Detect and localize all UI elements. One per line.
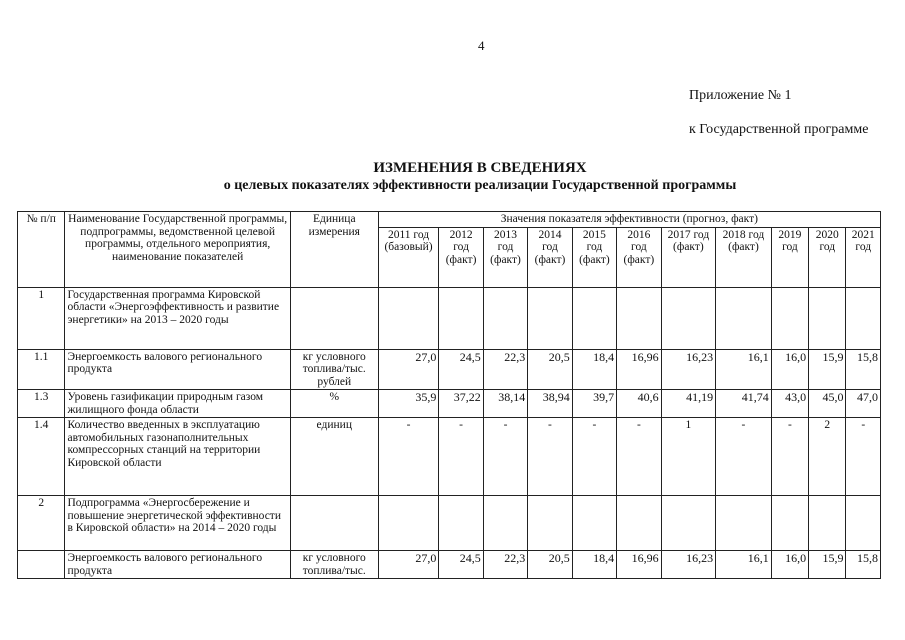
indicator-value: 15,9 <box>809 349 846 390</box>
indicators-table <box>17 211 881 579</box>
indicator-value: 27,0 <box>378 349 439 390</box>
indicator-value: - <box>617 418 661 496</box>
indicator-value <box>617 496 661 551</box>
header-year: 2021 год <box>846 227 881 287</box>
indicator-value: 24,5 <box>439 551 483 579</box>
indicator-value: 16,96 <box>617 551 661 579</box>
row-number <box>18 551 65 579</box>
indicator-value <box>378 496 439 551</box>
indicator-value <box>572 496 616 551</box>
indicator-value: 16,0 <box>771 551 808 579</box>
indicator-value: 38,14 <box>483 390 527 418</box>
header-year: 2017 год (факт) <box>661 227 716 287</box>
indicator-value: - <box>771 418 808 496</box>
indicator-value: - <box>716 418 772 496</box>
indicator-value: 43,0 <box>771 390 808 418</box>
indicator-name: Энергоемкость валового регионального продукта <box>65 551 290 579</box>
header-values-group: Значения показателя эффективности (прогноз, факт) <box>378 212 880 228</box>
indicator-value: 16,23 <box>661 349 716 390</box>
header-no: № п/п <box>18 212 65 288</box>
header-year: 2012 год (факт) <box>439 227 483 287</box>
indicator-value <box>528 287 572 349</box>
indicator-value <box>661 496 716 551</box>
header-year: 2016 год (факт) <box>617 227 661 287</box>
header-row <box>18 212 881 228</box>
header-year: 2020 год <box>809 227 846 287</box>
indicator-value: 16,1 <box>716 349 772 390</box>
indicator-value <box>716 287 772 349</box>
indicator-name: Подпрограмма «Энергосбережение и повышение энергетической эффективности в Кировской области» на 2014 – 2020 годы <box>65 496 290 551</box>
page-number: 4 <box>478 38 485 53</box>
indicator-value: 16,0 <box>771 349 808 390</box>
indicator-value: 38,94 <box>528 390 572 418</box>
header-year: 2014 год (факт) <box>528 227 572 287</box>
indicator-value: 27,0 <box>378 551 439 579</box>
title-subtitle: о целевых показателях эффективности реализации Государственной программы <box>223 178 737 193</box>
indicator-value: 22,3 <box>483 551 527 579</box>
indicator-value: 45,0 <box>809 390 846 418</box>
indicator-value <box>528 496 572 551</box>
header-year: 2013 год (факт) <box>483 227 527 287</box>
title-main: ИЗМЕНЕНИЯ В СВЕДЕНИЯХ <box>373 160 587 176</box>
indicator-value: 15,9 <box>809 551 846 579</box>
indicator-value: 39,7 <box>572 390 616 418</box>
header-year: 2011 год (базовый) <box>378 227 439 287</box>
header-year: 2018 год (факт) <box>716 227 772 287</box>
row-number: 1.1 <box>18 349 65 390</box>
indicator-value <box>483 287 527 349</box>
indicator-value <box>846 287 881 349</box>
indicator-value: 1 <box>661 418 716 496</box>
indicator-value: 40,6 <box>617 390 661 418</box>
indicator-value <box>846 496 881 551</box>
indicator-value: 16,1 <box>716 551 772 579</box>
row-number: 1.4 <box>18 418 65 496</box>
indicator-value <box>809 287 846 349</box>
indicator-value <box>771 496 808 551</box>
indicator-value: 15,8 <box>846 551 881 579</box>
indicator-value: - <box>572 418 616 496</box>
indicator-value: - <box>483 418 527 496</box>
appendix-label: Приложение № 1 <box>689 88 792 103</box>
indicator-value: - <box>439 418 483 496</box>
indicator-unit <box>290 496 378 551</box>
row-number: 2 <box>18 496 65 551</box>
table-row <box>18 551 881 579</box>
indicator-value: 22,3 <box>483 349 527 390</box>
header-name: Наименование Государственной программы, подпрограммы, ведомственной целевой программы, отдельного мероприятия, наименование показателей <box>65 212 290 288</box>
table-row <box>18 496 881 551</box>
indicator-value: 2 <box>809 418 846 496</box>
indicator-value: - <box>378 418 439 496</box>
indicator-unit: единиц <box>290 418 378 496</box>
indicator-value <box>771 287 808 349</box>
header-year: 2015 год (факт) <box>572 227 616 287</box>
indicator-value: 24,5 <box>439 349 483 390</box>
indicator-value <box>809 496 846 551</box>
table-row <box>18 287 881 349</box>
indicator-value: 15,8 <box>846 349 881 390</box>
indicator-value <box>617 287 661 349</box>
appendix-reference: к Государственной программе <box>689 122 869 137</box>
indicator-value: 37,22 <box>439 390 483 418</box>
indicator-unit: кг условного топлива/тыс. <box>290 551 378 579</box>
indicator-value <box>439 496 483 551</box>
indicator-value <box>439 287 483 349</box>
header-unit: Единица измерения <box>290 212 378 288</box>
indicator-value: 16,96 <box>617 349 661 390</box>
table-row <box>18 390 881 418</box>
indicator-value <box>378 287 439 349</box>
document-title <box>0 160 905 194</box>
indicator-value: 47,0 <box>846 390 881 418</box>
indicator-value: 16,23 <box>661 551 716 579</box>
indicator-name: Количество введенных в эксплуатацию автомобильных газонаполнительных компрессорных станций на территории Кировской области <box>65 418 290 496</box>
indicator-value: - <box>528 418 572 496</box>
indicator-value <box>661 287 716 349</box>
row-number: 1.3 <box>18 390 65 418</box>
indicator-value: 18,4 <box>572 551 616 579</box>
indicator-value: 20,5 <box>528 551 572 579</box>
indicator-unit: кг условного топлива/тыс. рублей <box>290 349 378 390</box>
indicator-name: Уровень газификации природным газом жилищного фонда области <box>65 390 290 418</box>
indicator-value: 35,9 <box>378 390 439 418</box>
indicator-value: 41,74 <box>716 390 772 418</box>
header-year: 2019 год <box>771 227 808 287</box>
row-number: 1 <box>18 287 65 349</box>
indicator-value <box>572 287 616 349</box>
indicator-value: 20,5 <box>528 349 572 390</box>
indicator-unit <box>290 287 378 349</box>
table-row <box>18 418 881 496</box>
indicator-value <box>483 496 527 551</box>
indicator-value <box>716 496 772 551</box>
indicator-value: 41,19 <box>661 390 716 418</box>
table-row <box>18 349 881 390</box>
indicator-name: Государственная программа Кировской области «Энергоэффективность и развитие энергетики» на 2013 – 2020 годы <box>65 287 290 349</box>
indicator-value: - <box>846 418 881 496</box>
indicator-name: Энергоемкость валового регионального продукта <box>65 349 290 390</box>
indicator-unit: % <box>290 390 378 418</box>
indicator-value: 18,4 <box>572 349 616 390</box>
